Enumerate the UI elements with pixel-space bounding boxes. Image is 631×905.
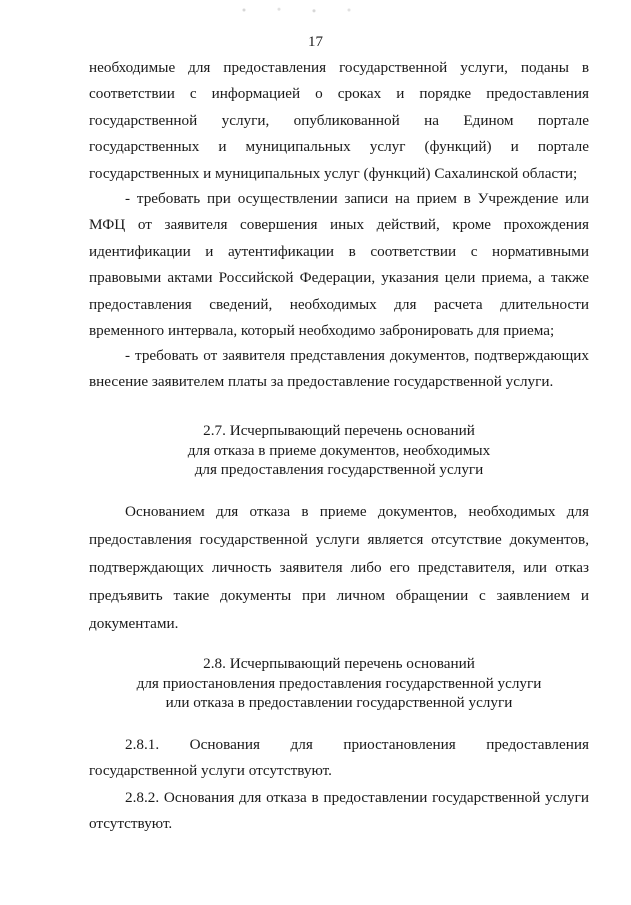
text-line: предъявить такие документы при личном обращении с заявлением и xyxy=(89,587,589,604)
page-number: 17 xyxy=(308,34,323,50)
text-line: 2.8.2. Основания для отказа в предоставлении государственной услуги xyxy=(125,789,589,806)
text-line: государственной услуги отсутствуют. xyxy=(89,762,332,780)
text-line: правовыми актами Российской Федерации, указания цели приема, а также xyxy=(89,269,589,287)
text-line: предоставления сведений, необходимых для расчета длительности xyxy=(89,295,589,313)
text-line: документами. xyxy=(89,615,179,632)
heading-line: 2.7. Исчерпывающий перечень оснований xyxy=(203,422,475,439)
text-line: - требовать от заявителя представления документов, подтверждающих xyxy=(125,347,589,364)
text-line: Основанием для отказа в приеме документов, необходимых для xyxy=(125,503,589,520)
heading-line: для приостановления предоставления государственной услуги xyxy=(136,674,542,692)
heading-line: для отказа в приеме документов, необходимых xyxy=(187,441,491,459)
text-line: внесение заявителем платы за предоставление государственной услуги. xyxy=(89,373,554,391)
text-line: подтверждающих личность заявителя либо его представителя, или отказ xyxy=(89,559,589,576)
text-line: - требовать при осуществлении записи на прием в Учреждение или xyxy=(125,190,589,207)
text-line: соответствии с информацией о сроках и порядке предоставления xyxy=(89,85,589,103)
text-line: государственных и муниципальных услуг (функций) и портале xyxy=(89,138,589,156)
paragraph-appointment xyxy=(89,186,589,344)
paragraph-refusal-documents xyxy=(89,498,589,638)
text-line: предоставления государственной услуги является отсутствие документов, xyxy=(89,531,589,548)
text-line: идентификации и аутентификации в соответствии с нормативными xyxy=(89,242,589,260)
section-heading-2-8 xyxy=(89,654,589,713)
paragraph-2-8-1 xyxy=(89,732,589,785)
paragraph-payment xyxy=(89,343,589,396)
text-line: МФЦ от заявителя совершения иных действий, кроме прохождения xyxy=(89,216,589,234)
text-line: отсутствуют. xyxy=(89,815,173,833)
text-line: 2.8.1. Основания для приостановления предоставления xyxy=(125,736,589,753)
heading-line: для предоставления государственной услуги xyxy=(194,461,484,478)
paragraph-continuation xyxy=(89,55,589,187)
heading-line: или отказа в предоставлении государственной услуги xyxy=(165,694,513,711)
text-line: необходимые для предоставления государственной услуги, поданы в xyxy=(89,59,589,76)
scan-artifact xyxy=(230,6,370,14)
paragraph-2-8-2 xyxy=(89,785,589,838)
text-line: государственных и муниципальных услуг (функций) Сахалинской области; xyxy=(89,164,578,182)
section-heading-2-7 xyxy=(89,421,589,480)
text-line: временного интервала, который необходимо забронировать для приема; xyxy=(89,322,555,340)
heading-line: 2.8. Исчерпывающий перечень оснований xyxy=(203,655,475,672)
text-line: государственной услуги, опубликованной на Едином портале xyxy=(89,111,589,129)
